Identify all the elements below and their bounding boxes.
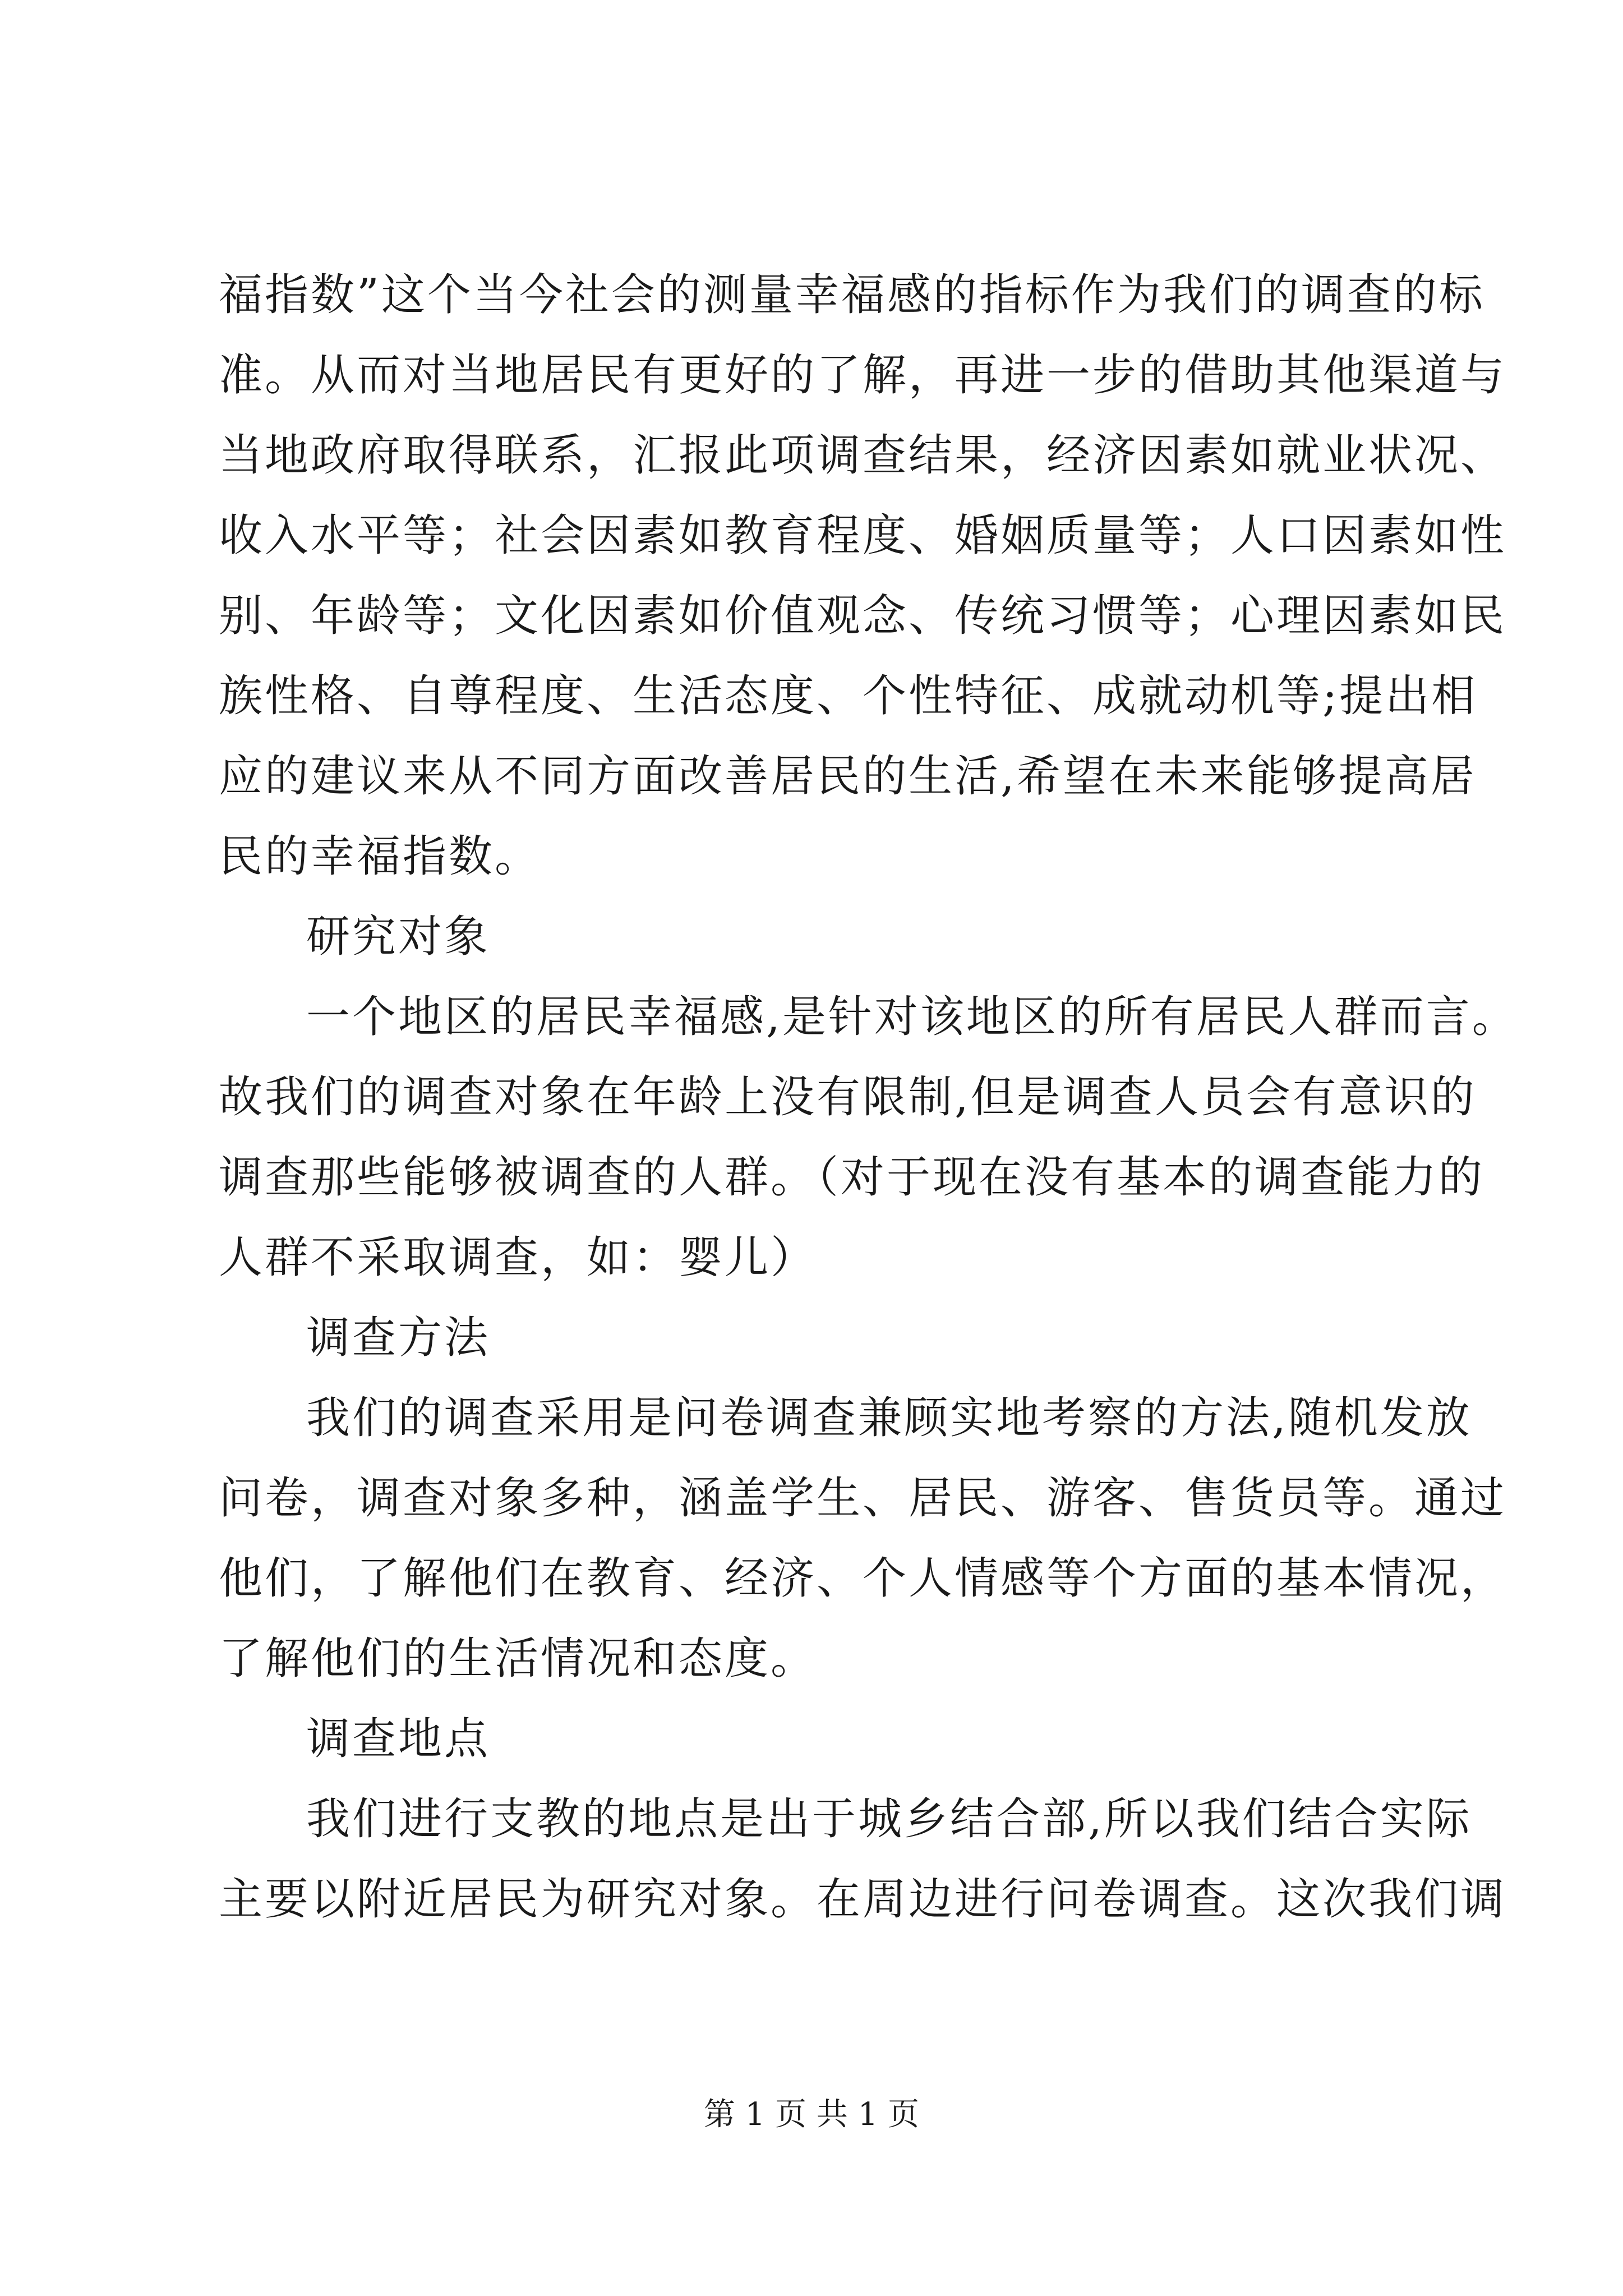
text-line: 我们的调查采用是问卷调查兼顾实地考察的方法,随机发放: [306, 1393, 1472, 1443]
text-line: 了解他们的生活情况和态度。: [219, 1634, 817, 1684]
text-line: 当地政府取得联系，汇报此项调查结果，经济因素如就业状况、: [219, 430, 1507, 481]
text-line: 收入水平等；社会因素如教育程度、婚姻质量等；人口因素如性: [219, 510, 1507, 561]
text-line: 民的幸福指数。: [219, 831, 541, 882]
text-line: 别、年龄等；文化因素如价值观念、传统习惯等；心理因素如民: [219, 591, 1507, 641]
text-line: 他们，了解他们在教育、经济、个人情感等个方面的基本情况，: [219, 1553, 1507, 1604]
text-line: 主要以附近居民为研究对象。在周边进行问卷调查。这次我们调: [219, 1874, 1507, 1925]
text-line: 调查那些能够被调查的人群。（对于现在没有基本的调查能力的: [219, 1152, 1485, 1203]
text-line: 我们进行支教的地点是出于城乡结合部,所以我们结合实际: [306, 1794, 1472, 1844]
text-line: 调查地点: [306, 1714, 491, 1764]
text-line: 人群不采取调查，如：婴儿）: [219, 1232, 817, 1283]
text-line: 一个地区的居民幸福感,是针对该地区的所有居民人群而言。: [306, 992, 1518, 1042]
text-line: 故我们的调查对象在年龄上没有限制,但是调查人员会有意识的: [219, 1072, 1477, 1122]
document-body: [219, 255, 1518, 1940]
page-footer: 第 1 页 共 1 页: [703, 2096, 920, 2133]
text-line: 族性格、自尊程度、生活态度、个性特征、成就动机等;提出相: [219, 671, 1478, 721]
text-line: 准。从而对当地居民有更好的了解，再进一步的借助其他渠道与: [219, 350, 1507, 401]
text-line: 福指数”这个当今社会的测量幸福感的指标作为我们的调查的标: [219, 270, 1485, 320]
text-line: 研究对象: [306, 912, 491, 962]
text-line: 应的建议来从不同方面改善居民的生活,希望在未来能够提高居: [219, 751, 1477, 802]
text-line: 问卷，调查对象多种，涵盖学生、居民、游客、售货员等。通过: [219, 1473, 1507, 1524]
text-line: 调查方法: [306, 1313, 491, 1363]
